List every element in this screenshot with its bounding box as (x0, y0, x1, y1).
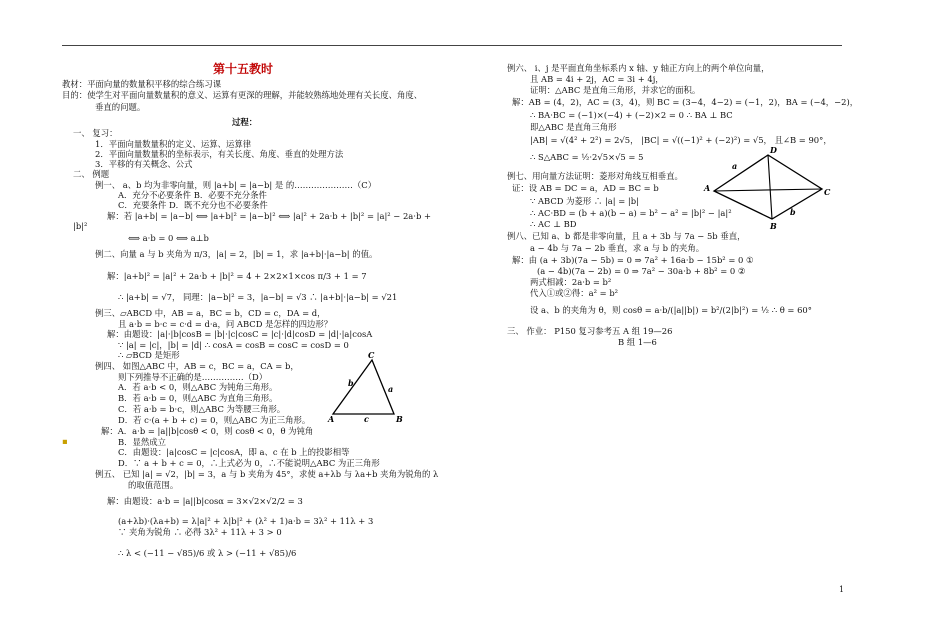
rhombus-diagonal-bd (768, 155, 772, 219)
rhombus-label-1: a (732, 161, 738, 171)
example-4-solution-c: C．由题设：|a|cosC = |c|cosA，即 a、c 在 b 上的投影相等 (118, 447, 350, 457)
example-5-expand: (a+λb)·(λa+b) = λ|a|² + λ|b|² + (λ² + 1)a·b = 3λ² + 11λ + 3 (118, 516, 374, 526)
example-2-solution: 解：|a+b|² = |a|² + 2a·b + |b|² = 4 + 2×2×1×cos π/3 + 1 = 7 (107, 271, 367, 281)
example-4-solution-d: D．∵ a + b + c = 0，∴上式必为 0，∴不能说明△ABC 为正三角形 (118, 458, 380, 468)
triangle-label-1: b (348, 378, 354, 388)
triangle-outline (333, 360, 394, 414)
example-4-solution-b: B．显然成立 (118, 437, 167, 447)
rhombus-outline (714, 155, 822, 219)
example-6-area: ∴ S△ABC = ½·2√5×√5 = 5 (530, 152, 644, 162)
example-5-question-cont: 的取值范围。 (128, 480, 179, 490)
triangle-label-2: a (388, 384, 394, 394)
triangle-label-0: C (368, 350, 375, 360)
example-6-dot: ∴ BA·BC = (−1)×(−4) + (−2)×2 = 0 ∴ BA ⊥ BC (530, 110, 733, 120)
example-8-question: a − 4b 与 7a − 2b 垂直，求 a 与 b 的夹角。 (530, 243, 705, 253)
example-7-rhombus: ∵ ABCD 为菱形 ∴ |a| = |b| (530, 196, 639, 206)
example-8-substitute: 代入①或②得：a² = b² (530, 288, 619, 298)
review-item-2: 2．平面向量数量积的坐标表示，有关长度、角度、垂直的处理方法 (95, 149, 344, 159)
line-purpose-cont: 垂直的问题。 (95, 102, 146, 112)
example-1-ab: A．充分不必要条件 B．必要不充分条件 (118, 190, 267, 200)
example-4-question: 则下列推导不正确的是……………（D） (118, 372, 268, 382)
example-7-dot: ∴ AC·BD = (b + a)(b − a) = b² − a² = |b|² − |a|² (530, 208, 732, 218)
example-7: 例七、用向量方法证明：菱形对角线互相垂直。 (507, 171, 683, 181)
triangle-label-3: A (328, 414, 335, 424)
example-5-solution: 解：由题设：a·b = |a||b|cosα = 3×√2×√2/2 = 3 (107, 496, 303, 506)
example-5-condition: ∵ 夹角为锐角 ∴ 必得 3λ² + 11λ + 3 > 0 (118, 527, 282, 537)
example-2-result: ∴ |a+b| = √7， 同理：|a−b|² = 3，|a−b| = √3 ∴ |a+b|·|a−b| = √21 (118, 292, 398, 302)
example-1-solution-cont: |b|² (73, 221, 88, 231)
margin-mark: ▪ (62, 436, 68, 446)
example-3-step: ∵ |a| = |c|，|b| = |d| ∴ cosA = cosB = cosC = cosD = 0 (118, 340, 349, 350)
section-examples: 二、 例题 (73, 169, 110, 179)
example-8-result: 设 a、b 的夹角为 θ，则 cosθ = a·b/(|a||b|) = b²/(2|b|²) = ½ ∴ θ = 60° (530, 305, 812, 315)
example-6-given: 且 AB = 4i + 2j，AC = 3i + 4j， (530, 74, 664, 84)
example-7-proof: 证：设 AB = DC = a，AD = BC = b (512, 183, 659, 193)
example-6-right: 即△ABC 是直角三角形 (530, 122, 617, 132)
page-number: 1 (839, 585, 845, 594)
example-4: 例四、 如图△ABC 中，AB = c，BC = a，CA = b， (95, 361, 299, 371)
review-item-1: 1．平面向量数量积的定义、运算、运算律 (95, 139, 252, 149)
example-3-solution: 解：由题设：|a|·|b|cosB = |b|·|c|cosC = |c|·|d|cosD = |d|·|a|cosA (107, 329, 373, 339)
example-5-result: ∴ λ < (−11 − √85)/6 或 λ > (−11 + √85)/6 (118, 548, 297, 558)
rhombus-label-5: B (770, 221, 777, 231)
review-item-3: 3．平移的有关概念、公式 (95, 159, 193, 169)
rhombus-label-2: A (704, 183, 711, 193)
line-purpose: 目的：使学生对平面向量数量积的意义、运算有更深的理解，并能较熟练地处理有关长度、角度、 (62, 90, 423, 100)
rhombus-figure (704, 147, 834, 232)
example-8: 例八、已知 a、b 都是非零向量，且 a + 3b 与 7a − 5b 垂直， (507, 231, 746, 241)
rhombus-label-3: b (790, 207, 796, 217)
example-6-solution: 解：AB = (4，2)，AC = (3，4)，则 BC = (3−4，4−2) = (−1，2)，BA = (−4，−2)， (512, 97, 859, 107)
example-3-conclusion: ∴ ▱BCD 是矩形 (118, 350, 180, 360)
triangle-label-5: B (396, 414, 403, 424)
rhombus-diagonal-ac (714, 189, 822, 191)
page-title: 第十五教时 (213, 62, 274, 76)
example-1-conclusion: ⟺ a·b = 0 ⟺ a⊥b (128, 233, 209, 243)
example-4-solution-a: 解：A．a·b = |a||b|cosθ < 0，则 cosθ < 0，θ 为钝角 (101, 426, 314, 436)
example-3-question: 且 a·b = b·c = c·d = d·a，问 ABCD 是怎样的四边形？ (118, 319, 333, 329)
homework-b: B 组 1—6 (618, 337, 657, 347)
triangle-label-4: c (364, 414, 369, 424)
example-7-conclusion: ∴ AC ⊥ BD (530, 219, 577, 229)
example-1: 例一、 a、b 均为非零向量，则 |a+b| = |a−b| 是 的…………………（C） (95, 180, 377, 190)
section-review: 一、 复习： (73, 128, 118, 138)
section-process: 过程： (232, 117, 258, 127)
example-4-option-c: C．若 a·b = b·c，则△ABC 为等腰三角形。 (118, 404, 286, 414)
example-5: 例五、 已知 |a| = √2，|b| = 3，a 与 b 夹角为 45°，求使 a+λb 与 λa+b 夹角为锐角的 λ (95, 469, 439, 479)
example-1-cd: C．充要条件 D．既不充分也不必要条件 (118, 200, 268, 210)
example-4-option-b: B．若 a·b = 0，则△ABC 为直角三角形。 (118, 393, 278, 403)
example-4-option-d: D．若 c·(a + b + c) = 0，则△ABC 为正三角形。 (118, 415, 311, 425)
example-6: 例六、 i、j 是平面直角坐标系内 x 轴、y 轴正方向上的两个单位向量， (507, 63, 770, 73)
rhombus-label-0: D (770, 145, 777, 155)
example-8-eq1: 解：由 (a + 3b)(7a − 5b) = 0 ⇒ 7a² + 16a·b − 15b² = 0 ① (512, 255, 754, 265)
example-8-eq2: (a − 4b)(7a − 2b) = 0 ⇒ 7a² − 30a·b + 8b² = 0 ② (537, 266, 746, 276)
example-6-lengths: |AB| = √(4² + 2²) = 2√5， |BC| = √((−1)² + (−2)²) = √5， 且∠B = 90°， (530, 135, 832, 145)
example-6-question: 证明：△ABC 是直角三角形，并求它的面积。 (530, 85, 701, 95)
example-8-subtract: 两式相减：2a·b = b² (530, 277, 612, 287)
example-4-option-a: A．若 a·b < 0，则△ABC 为钝角三角形。 (118, 382, 278, 392)
rhombus-label-4: C (824, 187, 831, 197)
triangle-figure (328, 350, 403, 429)
homework: 三、 作业： P150 复习参考五 A 组 19—26 (507, 326, 673, 336)
example-3: 例三、▱ABCD 中，AB = a，BC = b，CD = c，DA = d， (95, 308, 326, 318)
example-1-solution: 解：若 |a+b| = |a−b| ⟺ |a+b|² = |a−b|² ⟺ |a|² + 2a·b + |b|² = |a|² − 2a·b + (107, 211, 431, 221)
header-rule (62, 45, 842, 46)
line-material: 教材：平面向量的数量积平移的综合练习课 (62, 79, 222, 89)
example-2: 例二、向量 a 与 b 夹角为 π/3，|a| = 2，|b| = 1，求 |a+b|·|a−b| 的值。 (95, 249, 378, 259)
